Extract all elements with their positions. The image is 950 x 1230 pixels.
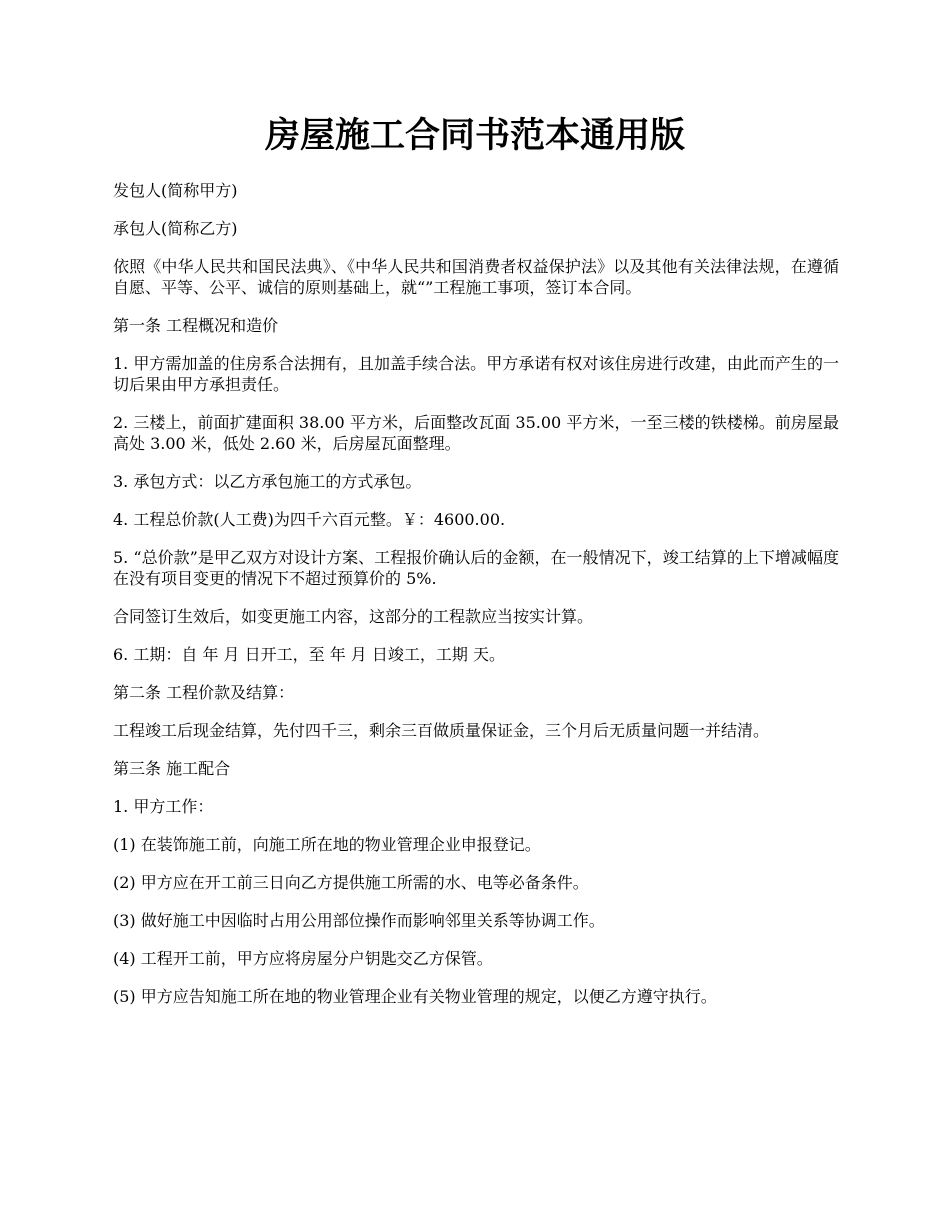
- paragraph-change-settlement: 合同签订生效后，如变更施工内容，这部分的工程款应当按实计算。: [113, 607, 594, 626]
- section-heading-article-2: 第二条 工程价款及结算：: [113, 683, 295, 702]
- paragraph-article-1-item-5: 5. “总价款”是甲乙双方对设计方案、工程报价确认后的金额，在一般情况下，竣工结算的上下增减幅度在没有项目变更的情况下不超过预算价的 5%.: [113, 548, 839, 588]
- document-title: 房屋施工合同书范本通用版: [264, 115, 685, 156]
- paragraph-settlement-terms: 工程竣工后现金结算，先付四千三，剩余三百做质量保证金，三个月后无质量问题一并结清。: [113, 721, 770, 740]
- paragraph-owner-duty-4: (4) 工程开工前，甲方应将房屋分户钥匙交乙方保管。: [113, 949, 493, 968]
- paragraph-owner-duty-5: (5) 甲方应告知施工所在地的物业管理企业有关物业管理的规定，以便乙方遵守执行。: [113, 987, 717, 1006]
- paragraph-article-1-item-3: 3. 承包方式：以乙方承包施工的方式承包。: [113, 472, 422, 491]
- paragraph-owner-duty-2: (2) 甲方应在开工前三日向乙方提供施工所需的水、电等必备条件。: [113, 873, 589, 892]
- paragraph-legal-basis: 依照《中华人民共和国民法典》、《中华人民共和国消费者权益保护法》以及其他有关法律法规，在遵循自愿、平等、公平、诚信的原则基础上，就“”工程施工事项，签订本合同。: [113, 257, 839, 297]
- paragraph-article-1-item-4: 4. 工程总价款(人工费)为四千六百元整。￥：4600.00.: [113, 510, 506, 529]
- paragraph-contractor-builder: 承包人(简称乙方): [113, 219, 238, 238]
- paragraph-article-1-item-1: 1. 甲方需加盖的住房系合法拥有，且加盖手续合法。甲方承诺有权对该住房进行改建，由此而产生的一切后果由甲方承担责任。: [113, 354, 839, 394]
- paragraph-owner-duties-heading: 1. 甲方工作：: [113, 797, 214, 816]
- paragraph-owner-duty-1: (1) 在装饰施工前，向施工所在地的物业管理企业申报登记。: [113, 835, 541, 854]
- section-heading-article-1: 第一条 工程概况和造价: [113, 316, 279, 335]
- paragraph-article-1-item-2: 2. 三楼上，前面扩建面积 38.00 平方米，后面整改瓦面 35.00 平方米，一至三楼的铁楼梯。前房屋最高处 3.00 米，低处 2.60 米，后房屋瓦面整理。: [113, 413, 839, 453]
- paragraph-article-1-item-6: 6. 工期：自 年 月 日开工，至 年 月 日竣工，工期 天。: [113, 645, 505, 664]
- paragraph-contractor-owner: 发包人(简称甲方): [113, 181, 238, 200]
- document-body: [113, 180, 839, 1024]
- paragraph-owner-duty-3: (3) 做好施工中因临时占用公用部位操作而影响邻里关系等协调工作。: [113, 911, 605, 930]
- section-heading-article-3: 第三条 施工配合: [113, 759, 231, 778]
